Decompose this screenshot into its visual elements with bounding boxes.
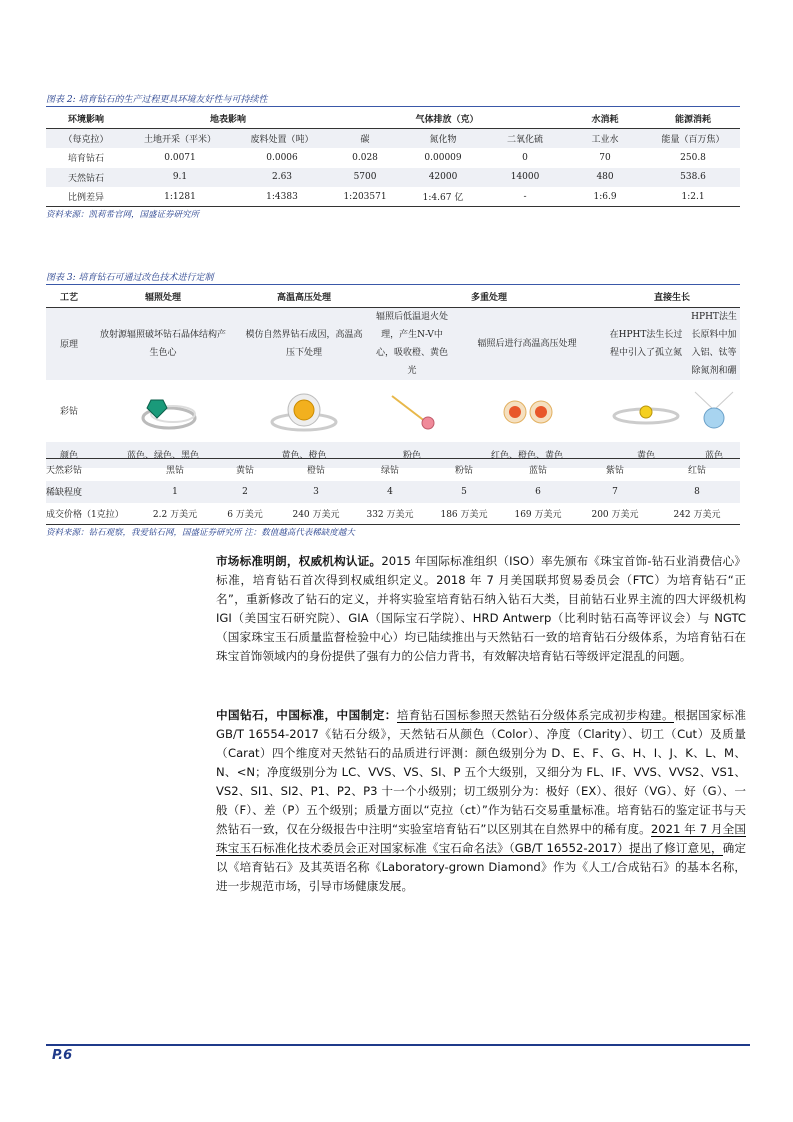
rarity-cell: 2 (210, 481, 280, 503)
table-cell: - (523, 191, 527, 202)
rarity-row (46, 481, 740, 503)
paragraph-body: 确定以《培育钻石》及其英语名称《Laboratory-grown Diamond》作为《人工/合成钻石》的基本名称，进一步规范市场，引导市场健康发展。 (216, 841, 746, 893)
green-ring-icon (123, 388, 203, 434)
table-cell: 480 (564, 168, 646, 188)
table-cell: 14000 (486, 168, 564, 188)
subheader-cell: 碳 (330, 129, 400, 149)
rarity-cell: 8 (654, 481, 740, 503)
figure3-caption-text: 图表 3: 培育钻石可通过改色技术进行定制 (46, 273, 214, 283)
price-cell: 186 万美元 (440, 509, 488, 520)
header-process: 工艺 (46, 287, 92, 307)
price-cell: 2.2 万美元 (152, 509, 198, 520)
header-irradiation: 辐照处理 (92, 287, 234, 307)
table-cell: 1:2.1 (681, 191, 705, 202)
figure2-table (46, 109, 740, 207)
table-cell: 比例差异 (67, 193, 104, 203)
rarity-cell: 1 (140, 481, 210, 503)
page-number: P.6 (52, 1048, 73, 1063)
table-cell: 538.6 (646, 168, 740, 188)
rarity-cell: 5 (428, 481, 500, 503)
table-cell: 0.0071 (164, 152, 196, 163)
table-cell: 1:1281 (164, 191, 196, 202)
figure2-header-row (46, 109, 740, 129)
header-multi: 多重处理 (374, 287, 604, 307)
diamond-image-cell (92, 380, 234, 442)
row-label: 颜色 (46, 442, 92, 468)
figure3-header-row (46, 287, 740, 307)
table-cell: 0.028 (352, 152, 378, 163)
figure3-caption-rule (46, 284, 740, 285)
diamond-image-cell (688, 380, 740, 442)
figure2-caption-text: 图表 2: 培育钻石的生产过程更具环境友好性与可持续性 (46, 95, 268, 105)
header-energy: 能源消耗 (646, 109, 740, 129)
natural-cell: 橙钻 (306, 466, 325, 477)
diamond-image-cell (604, 380, 688, 442)
price-cell: 6 万美元 (227, 509, 263, 520)
table-cell: 2.63 (234, 168, 330, 188)
subheader-cell: 土地开采（平米） (126, 129, 234, 149)
table-cell: 天然钻石 (46, 168, 126, 188)
color-diamond-row (46, 380, 740, 442)
subheader-cell: 工业水 (564, 129, 646, 149)
header-env-impact: 环境影响 (46, 109, 126, 129)
table-cell: 0.0006 (266, 152, 298, 163)
subheader-cell: 废料处置（吨） (234, 129, 330, 149)
color-cell: 蓝色、绿色、黑色 (92, 442, 234, 468)
paragraph-market-standard (216, 552, 746, 666)
price-cell: 200 万美元 (591, 509, 639, 520)
price-cell: 242 万美元 (673, 509, 721, 520)
paragraph-lead: 市场标准明朗，权威机构认证。 (216, 554, 382, 568)
subheader-cell: （每克拉） (46, 129, 126, 149)
natural-cell: 粉钻 (454, 466, 473, 477)
header-water: 水消耗 (564, 109, 646, 129)
table-cell: 1:4.67 亿 (422, 193, 464, 203)
natural-cell: 红钻 (687, 466, 706, 477)
subheader-cell: 二氧化硫 (486, 129, 564, 149)
natural-cell: 黑钻 (165, 466, 184, 477)
table-cell: 42000 (400, 168, 486, 188)
paragraph-body: 2015 年国际标准组织（ISO）率先颁布《珠宝首饰-钻石业消费信心》标准，培育钻石首次得到权威组织定义。2018 年 7 月美国联邦贸易委员会（FTC）为培育钻石“正名”，重新修改了钻石的定义，并将实验室培育钻石纳入钻石大类，目前钻石业界主流的四大评级机构 IGI（美国宝石研究院）、GIA（国际宝石学院）、HRD Antwerp（比利时钻石高等评议会）与 NGTC（国家珠宝玉石质量监督检验中心）均已陆续推出与天然钻石一致的培育钻石分级体系，为培育钻石在珠宝首饰领域内的身份提供了强有力的公信力背书，有效解决培育钻石等级评定混乱的问题。 (216, 554, 746, 663)
paragraph-china-standard (216, 706, 746, 896)
principle-cell: HPHT法生长原料中加入铝、钛等除氮剂和硼 (688, 307, 740, 380)
figure3-source: 资料来源：钻石观察，我爱钻石网，国盛证券研究所 注：数值越高代表稀缺度越大 (46, 528, 355, 538)
price-row (46, 503, 740, 525)
figure3-natural-table (46, 458, 740, 525)
paragraph-lead: 中国钻石，中国标准，中国制定： (216, 708, 397, 722)
natural-cell: 绿钻 (380, 466, 399, 477)
diamond-image-cell (374, 380, 450, 442)
row-label: 原理 (46, 307, 92, 380)
natural-cell: 黄钻 (235, 466, 254, 477)
diamond-image-cell (450, 380, 604, 442)
figure2-source: 资料来源：凯莉希官网，国盛证券研究所 (46, 210, 200, 220)
color-cell: 蓝色 (688, 442, 740, 468)
color-cell: 粉色 (374, 442, 450, 468)
principle-cell: 放射源辐照破坏钻石晶体结构产生色心 (92, 307, 234, 380)
subheader-cell: 氮化物 (400, 129, 486, 149)
table-cell: 5700 (330, 168, 400, 188)
natural-cell: 紫钻 (605, 466, 624, 477)
row-label: 彩钻 (59, 407, 78, 417)
header-direct-growth: 直接生长 (604, 287, 740, 307)
table-cell: 250.8 (680, 152, 706, 163)
table-cell: 1:4383 (266, 191, 298, 202)
table-cell: 1:203571 (343, 191, 387, 202)
header-hpht: 高温高压处理 (234, 287, 374, 307)
principle-cell: 在HPHT法生长过程中引入了孤立氮 (604, 307, 688, 380)
row-label: 稀缺程度 (46, 481, 140, 503)
principle-row (46, 307, 740, 380)
rarity-cell: 4 (352, 481, 428, 503)
subheader-cell: 能量（百万焦） (646, 129, 740, 149)
principle-cell: 辐照后进行高温高压处理 (450, 307, 604, 380)
table-cell: 9.1 (126, 168, 234, 188)
table-row (46, 148, 740, 168)
rarity-cell: 3 (280, 481, 352, 503)
rarity-cell: 7 (576, 481, 654, 503)
table-row (46, 187, 740, 207)
natural-cell: 蓝钻 (528, 466, 547, 477)
natural-row (46, 459, 740, 481)
yellow-ring-icon (264, 388, 344, 434)
price-cell: 332 万美元 (366, 509, 414, 520)
row-label: 成交价格（1克拉） (46, 509, 124, 520)
table-cell: 0.00009 (424, 152, 462, 163)
footer-rule (46, 1044, 750, 1046)
color-cell: 红色、橙色、黄色 (450, 442, 604, 468)
price-cell: 169 万美元 (514, 509, 562, 520)
table-cell: 70 (599, 152, 611, 163)
red-earrings-icon (487, 388, 567, 434)
header-gas-emission: 气体排放（克） (330, 109, 564, 129)
figure2-caption-rule (46, 106, 740, 107)
figure3-table (46, 287, 740, 468)
paragraph-underline: 2021 年 7 月全国珠宝玉石标准化技术委员会正对国家标准《宝石命名法》（GB/T 16552-2017）提出了修订意见， (216, 822, 746, 855)
table-cell: 1:6.9 (593, 191, 617, 202)
figure2-subheader-row (46, 129, 740, 149)
color-cell: 黄色、橙色 (234, 442, 374, 468)
table-cell: 0 (522, 152, 528, 163)
blue-pendant-icon (689, 388, 739, 434)
paragraph-body: 根据国家标准 GB/T 16554-2017《钻石分级》，天然钻石从颜色（Color）、净度（Clarity）、切工（Cut）及质量（Carat）四个维度对天然钻石的品质进行评测：颜色级别分为 D、E、F、G、H、I、J、K、L、M、N、<N；净度级别分为 LC、VVS、VS、SI、P 五个大级别，又细分为 FL、IF、VVS、VVS2、VS1、VS2、SI1、SI2、P1、P2、P3 十一个小级别；切工级别分为：极好（EX）、很好（VG）、好（G）、一般（F）、差（P）五个级别；质量方面以“克拉（ct）”作为钻石交易重量标准。培育钻石的鉴定证书与天然钻石一致，仅在分级报告中注明“实验室培育钻石”以区别其在自然界中的稀有度。 (216, 708, 746, 836)
price-cell: 240 万美元 (292, 509, 340, 520)
rarity-cell: 6 (500, 481, 576, 503)
table-cell: 培育钻石 (67, 154, 104, 165)
paragraph-underline: 培育钻石国标参照天然钻石分级体系完成初步构建。 (396, 708, 675, 722)
pink-pin-icon (382, 388, 442, 434)
diamond-image-cell (234, 380, 374, 442)
color-cell: 黄色 (604, 442, 688, 468)
header-surface-impact: 地表影响 (126, 109, 330, 129)
row-label: 天然彩钻 (46, 466, 83, 477)
figure2-caption (46, 92, 740, 105)
yellow-band-ring-icon (608, 388, 684, 434)
principle-cell: 模仿自然界钻石成因，高温高压下处理 (234, 307, 374, 380)
figure3-caption (46, 270, 740, 283)
principle-cell: 辐照后低温退火处理，产生N-V中心，吸收橙、黄色光 (374, 307, 450, 380)
table-row (46, 168, 740, 188)
